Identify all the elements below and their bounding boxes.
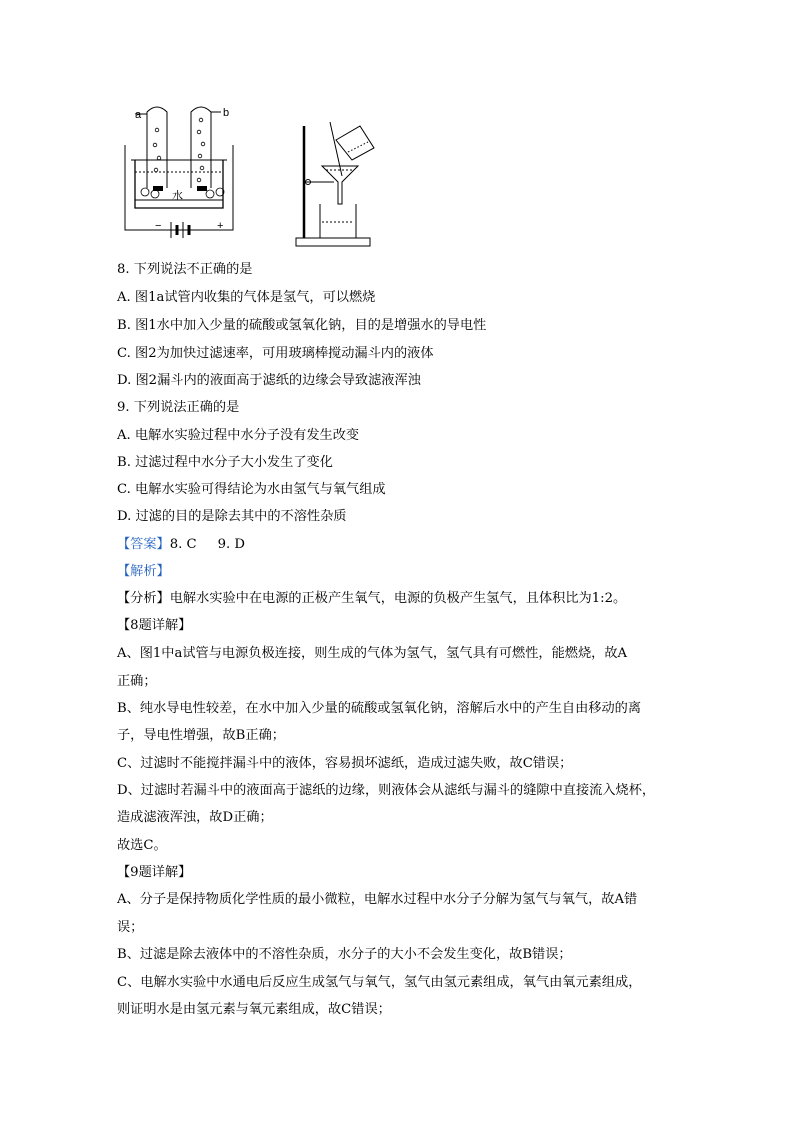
analysis-line	[117, 591, 626, 607]
detail-8-line: C、过滤时不能搅拌漏斗中的液体，容易损坏滤纸，造成过滤失败，故C错误；	[117, 756, 573, 771]
question-8-option-d: D. 图2漏斗内的液面高于滤纸的边缘会导致滤液浑浊	[117, 373, 421, 388]
detail-8-line: 正确；	[117, 674, 157, 689]
label-a: a	[135, 109, 142, 121]
detail-8-line: 故选C。	[117, 838, 167, 853]
question-9-option-d: D. 过滤的目的是除去其中的不溶性杂质	[117, 509, 347, 524]
detail-9-line: 则证明水是由氢元素与氧元素组成，故C错误；	[117, 1002, 391, 1017]
answer-line	[117, 537, 245, 553]
detail-9-title: 【9题详解】	[117, 865, 192, 880]
detail-9-line: 误；	[117, 920, 144, 935]
detail-8-line: 子，导电性增强，故B正确；	[117, 728, 285, 743]
analysis-text: 电解水实验中在电源的正极产生氧气，电源的负极产生氢气，且体积比为1:2。	[169, 591, 627, 606]
detail-9-line: A、分子是保持物质化学性质的最小微粒，电解水过程中水分子分解为氢气与氧气，故A错	[117, 892, 638, 907]
detail-8-line: D、过滤时若漏斗中的液面高于滤纸的边缘，则液体会从滤纸与漏斗的缝隙中直接流入烧杯，	[117, 783, 656, 798]
label-b: b	[223, 107, 230, 119]
question-9-stem: 9. 下列说法正确的是	[117, 400, 240, 415]
detail-9-line: C、电解水实验中水通电后反应生成氢气与氧气，氢气由氢元素组成，氧气由氧元素组成，	[117, 975, 642, 990]
detail-8-line: A、图1中a试管与电源负极连接，则生成的气体为氢气，氢气具有可燃性，能燃烧，故A	[117, 646, 628, 661]
detail-8-line: B、纯水导电性较差，在水中加入少量的硫酸或氢氧化钠，溶解后水中的产生自由移动的离	[117, 701, 641, 716]
answer-tag: 【答案】	[117, 537, 170, 552]
question-8-option-c: C. 图2为加快过滤速率，可用玻璃棒搅动漏斗内的液体	[117, 346, 434, 361]
label-minus: −	[155, 220, 162, 232]
detail-8-line: 造成滤液浑浊，故D正确；	[117, 810, 273, 825]
analysis-tag: 【解析】	[117, 564, 170, 579]
detail-9-line: B、过滤是除去液体中的不溶性杂质，水分子的大小不会发生变化，故B错误；	[117, 947, 572, 962]
question-8-stem: 8. 下列说法不正确的是	[117, 262, 253, 277]
figure-2-filtration	[290, 118, 400, 250]
question-9-option-b: B. 过滤过程中水分子大小发生了变化	[117, 455, 333, 470]
label-water: 水	[172, 190, 183, 202]
analysis-tag-inline: 【分析】	[117, 591, 170, 606]
figure-1-electrolysis	[115, 100, 245, 250]
detail-8-title: 【8题详解】	[117, 618, 192, 633]
question-8-option-a: A. 图1a试管内收集的气体是氢气，可以燃烧	[117, 290, 376, 305]
question-8-option-b: B. 图1水中加入少量的硫酸或氢氧化钠，目的是增强水的导电性	[117, 318, 487, 333]
answer-text: 8. C 9. D	[169, 537, 245, 552]
label-plus: +	[217, 220, 224, 232]
question-9-option-c: C. 电解水实验可得结论为水由氢气与氧气组成	[117, 482, 386, 497]
question-9-option-a: A. 电解水实验过程中水分子没有发生改变	[117, 428, 360, 443]
